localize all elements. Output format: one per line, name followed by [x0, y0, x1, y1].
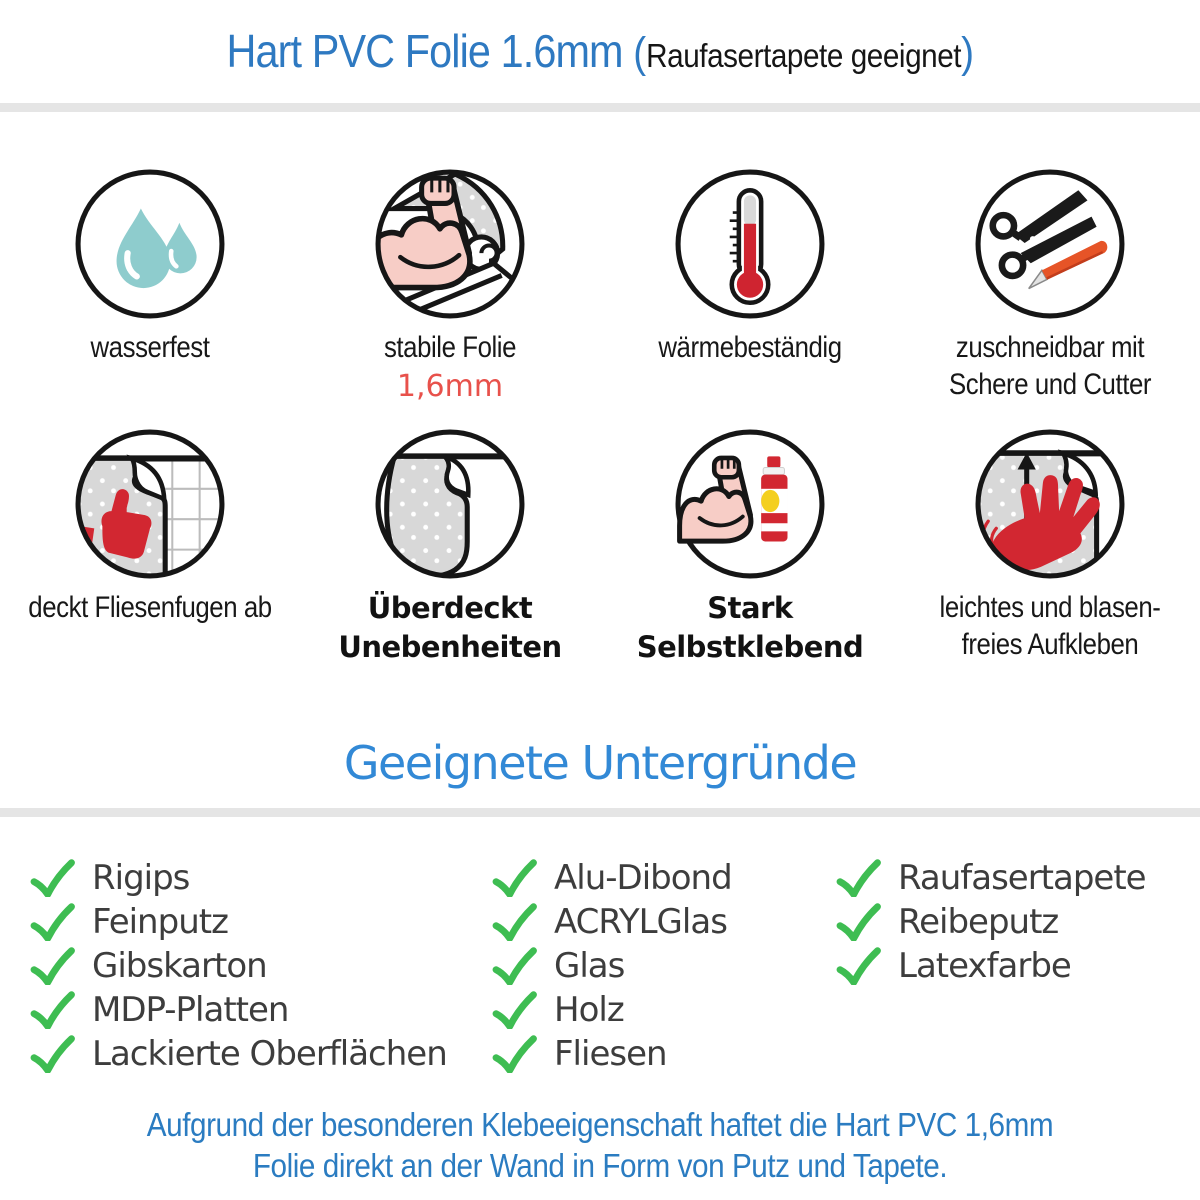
muscle-arm-glue-tube-icon	[674, 428, 826, 580]
surface-item	[836, 944, 1146, 988]
surface-item	[30, 856, 447, 900]
feature-stabile-folie	[300, 168, 600, 404]
feature-label: deckt Fliesenfugen ab	[28, 591, 272, 624]
page-title-subtitle: Raufasertapete geeignet	[645, 37, 961, 74]
surface-item	[30, 944, 447, 988]
hand-smoothing-foil-icon	[974, 428, 1126, 580]
surfaces-column-1	[30, 856, 447, 1076]
footer-note	[0, 1104, 1200, 1186]
thermometer-icon	[674, 168, 826, 320]
surfaces-column-3	[836, 856, 1146, 988]
feature-aufkleben	[900, 428, 1200, 667]
surface-item	[492, 988, 732, 1032]
feature-selbstklebend	[600, 428, 900, 667]
green-checkmark-icon	[492, 991, 537, 1029]
divider-top	[0, 103, 1200, 112]
feature-label: wärmebeständig	[658, 331, 842, 364]
surface-item	[30, 900, 447, 944]
green-checkmark-icon	[492, 1035, 537, 1073]
green-checkmark-icon	[30, 1035, 75, 1073]
feature-label: stabile Folie	[383, 331, 517, 364]
feature-thickness: 1,6mm	[396, 369, 504, 404]
green-checkmark-icon	[492, 859, 537, 897]
feature-row-1	[0, 168, 1200, 404]
surface-item	[492, 856, 732, 900]
green-checkmark-icon	[492, 903, 537, 941]
feature-label: zuschneidbar mit Schere und Cutter	[948, 331, 1152, 401]
green-checkmark-icon	[30, 903, 75, 941]
foil-over-tiles-thumbs-up-icon	[74, 428, 226, 580]
green-checkmark-icon	[30, 947, 75, 985]
muscle-arm-foil-roll-icon	[374, 168, 526, 320]
surface-label: Holz	[554, 990, 624, 1030]
surface-item	[492, 900, 732, 944]
water-drops-icon	[74, 168, 226, 320]
feature-zuschneidbar	[900, 168, 1200, 404]
green-checkmark-icon	[836, 859, 881, 897]
feature-label: wasserfest	[90, 331, 210, 364]
green-checkmark-icon	[836, 947, 881, 985]
green-checkmark-icon	[30, 991, 75, 1029]
surface-label: Glas	[554, 946, 625, 986]
surface-label: Fliesen	[554, 1034, 667, 1074]
surface-label: Lackierte Oberflächen	[92, 1034, 447, 1074]
page-title	[0, 24, 1200, 78]
green-checkmark-icon	[30, 859, 75, 897]
footer-line-1: Aufgrund der besonderen Klebeeigenschaft haftet die Hart PVC 1,6mm	[146, 1106, 1054, 1143]
surfaces-list	[0, 856, 1200, 1086]
surface-label: Raufasertapete	[898, 858, 1146, 898]
feature-fliesenfugen	[0, 428, 300, 667]
surfaces-column-2	[492, 856, 732, 1076]
feature-label: Überdeckt Unebenheiten	[338, 591, 562, 664]
surface-label: MDP-Platten	[92, 990, 289, 1030]
surface-item	[836, 900, 1146, 944]
surface-label: ACRYLGlas	[554, 902, 727, 942]
feature-wasserfest	[0, 168, 300, 404]
paren-open: (	[632, 29, 646, 77]
surface-item	[30, 1032, 447, 1076]
green-checkmark-icon	[492, 947, 537, 985]
surface-label: Alu-Dibond	[554, 858, 732, 898]
divider-middle	[0, 808, 1200, 817]
feature-row-2	[0, 428, 1200, 667]
surface-item	[492, 944, 732, 988]
surface-label: Feinputz	[92, 902, 228, 942]
feature-label: Stark Selbstklebend	[636, 591, 864, 664]
page-title-main: Hart PVC Folie 1.6mm	[226, 25, 633, 77]
green-checkmark-icon	[836, 903, 881, 941]
surface-label: Latexfarbe	[898, 946, 1071, 986]
surface-item	[30, 988, 447, 1032]
feature-waermebestaendig	[600, 168, 900, 404]
feature-unebenheiten	[300, 428, 600, 667]
surface-item	[492, 1032, 732, 1076]
paren-close: )	[960, 29, 974, 77]
footer-line-2: Folie direkt an der Wand in Form von Putz und Tapete.	[252, 1147, 948, 1184]
scissors-and-cutter-icon	[974, 168, 1126, 320]
surface-label: Rigips	[92, 858, 190, 898]
surfaces-heading: Geeignete Untergründe	[343, 736, 857, 790]
surface-item	[836, 856, 1146, 900]
surface-label: Gibskarton	[92, 946, 267, 986]
feature-label: leichtes und blasen- freies Aufkleben	[939, 591, 1161, 661]
surface-label: Reibeputz	[898, 902, 1059, 942]
dotted-foil-fold-icon	[374, 428, 526, 580]
